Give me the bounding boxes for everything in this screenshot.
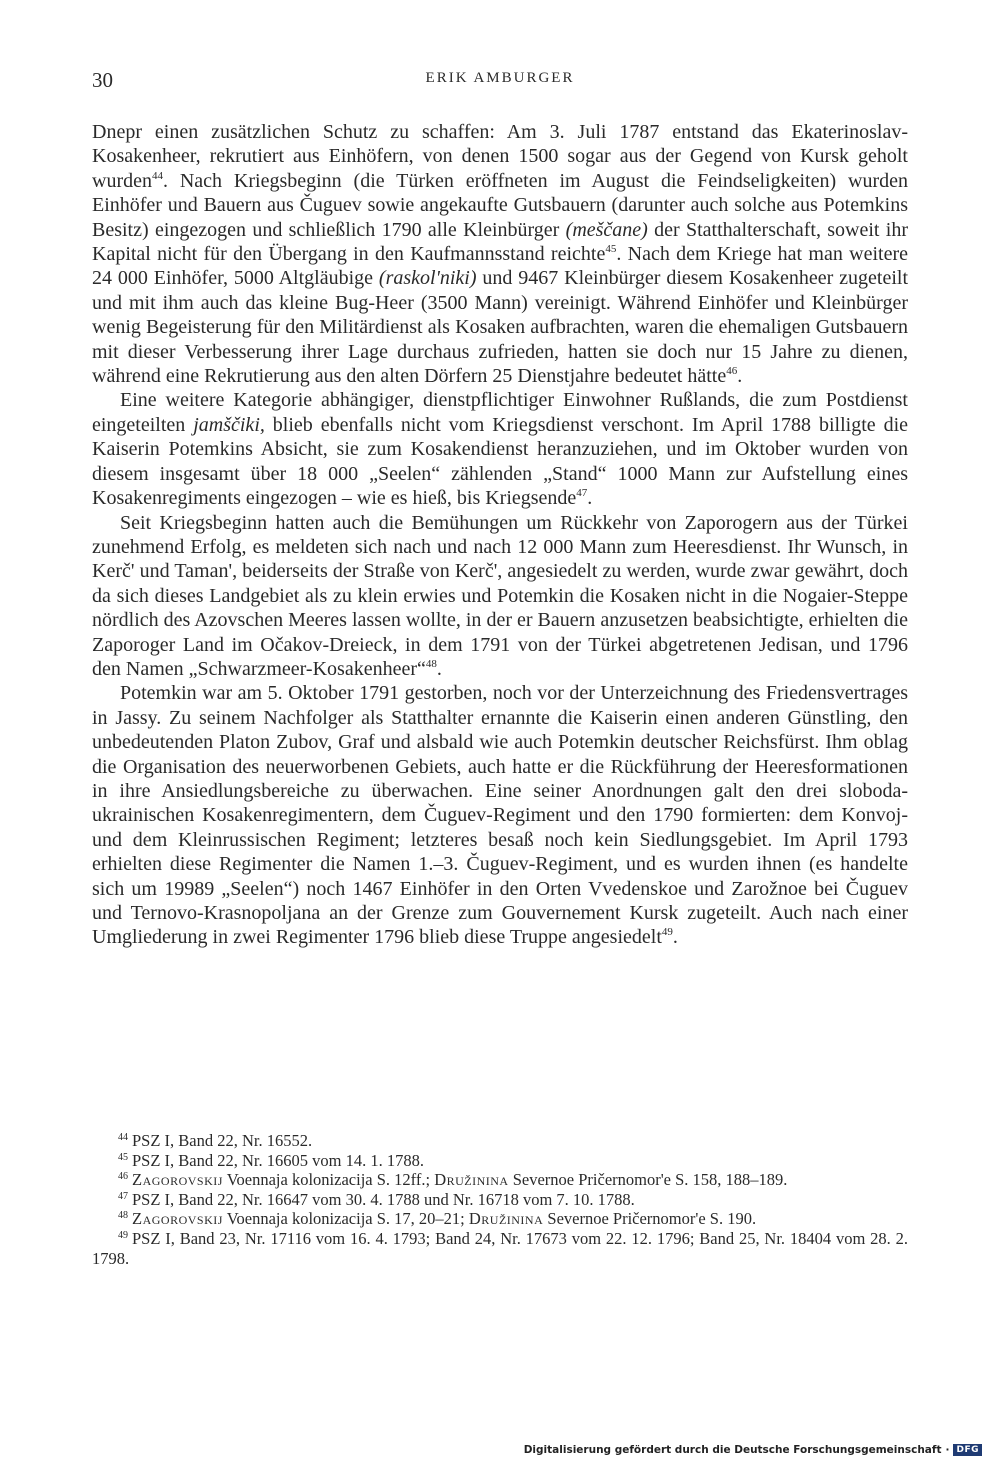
dfg-logo-icon: · — [945, 1444, 950, 1456]
paragraph-3: Seit Kriegsbeginn hatten auch die Bemühungen um Rückkehr von Zaporogern aus der Türkei zunehmend Erfolg, es meldeten sich nach und nach 12 000 Mann zum Heeresdienst. Ihr Wunsch, in Kerč' und Taman', beiderseits der Straße von Kerč', angesiedelt zu werden, wurde zwar gewährt, doch da sich dieses Landgebiet als zu klein erwies und Potemkin die Kosaken nicht in die Nogaier-Steppe nördlich des Azovschen Meeres lassen wollte, in der er Bauern anzusetzen beabsichtigte, erhielten die Zaporoger Land im Očakov-Dreieck, in dem 1791 von der Türkei abgetretenen Jedisan, und 1796 den Namen „Schwarzmeer-Kosakenheer“$^{48}$. — [92, 511, 908, 680]
credit-text: Digitalisierung gefördert durch die Deutsche Forschungsgemeinschaft — [523, 1444, 942, 1456]
footnote-ref-45: 45 — [605, 243, 617, 256]
digitization-credit — [524, 1444, 982, 1456]
footnote-45: $^{45}$ PSZ I, Band 22, Nr. 16605 vom 14. 1. 1788. — [118, 1150, 424, 1170]
main-text — [92, 120, 908, 950]
author-name: Zagorovskij — [132, 1209, 223, 1229]
footnote-46: $^{46}$ Zagorovskij Voennaja kolonizacija S. 12ff.; Družinina Severnoe Pričernomor'e S. 158, 188–189. — [118, 1170, 788, 1190]
footnote-44: $^{44}$ PSZ I, Band 22, Nr. 16552. — [118, 1131, 313, 1150]
running-head: ERIK AMBURGER — [425, 70, 575, 86]
author-name: Družinina — [468, 1209, 544, 1229]
paragraph-2: Eine weitere Kategorie abhängiger, dienstpflichtiger Einwohner Rußlands, die zum Postdienst eingeteilten jamščiki, blieb ebenfalls nicht vom Kriegsdienst verschont. Im April 1788 billigte die Kaiserin Potemkins Absicht, sie zum Kosakendienst heranzuziehen, und im Oktober wurden von diesem insgesamt über 18 000 „Seelen“ zählenden „Stand“ 1000 Mann zur Aufstellung eines Kosakenregiments eingezogen – wie es hieß, bis Kriegsende$^{47}$. — [92, 389, 908, 510]
author-name: Zagorovskij — [132, 1170, 223, 1190]
footnote-48: $^{48}$ Zagorovskij Voennaja kolonizacija S. 17, 20–21; Družinina Severnoe Pričernomor'e S. 190. — [118, 1209, 757, 1229]
footnotes — [92, 1131, 908, 1268]
footnote-ref-44: 44 — [151, 169, 163, 182]
footnote-ref-49: 49 — [661, 926, 673, 939]
footnote-ref-47: 47 — [576, 487, 588, 500]
dfg-logo: DFG — [953, 1444, 982, 1456]
paragraph-4: Potemkin war am 5. Oktober 1791 gestorben, noch vor der Unterzeichnung des Friedensvertrages in Jassy. Zu seinem Nachfolger als Statthalter ernannte die Kaiserin einen anderen Günstling, den unbedeutenden Platon Zubov, Graf und alsbald wie auch Potemkin deutscher Reichsfürst. Ihm oblag die Organisation des neuerworbenen Gebiets, auch hatte er die Rückführung der Heeresformationen in ihre Ansiedlungsbereiche zu überwachen. Eine seiner Anordnungen galt den drei sloboda-ukrainischen Kosakenregimentern, dem Čuguev-Regiment und den 1790 formierten: dem Konvoj- und dem Kleinrussischen Regiment; letzteres besaß noch kein Siedlungsgebiet. Im April 1793 erhielten diese Regimenter die Namen 1.–3. Čuguev-Regiment, und es wurden ihnen (es handelte sich um 19989 „Seelen“) noch 1467 Einhöfer in den Orten Vvedenskoe und Zarožnoe bei Čuguev und Ternovo-Krasnopoljana an der Grenze zum Gouvernement Kursk zugeteilt. Auch nach einer Umgliederung in zwei Regimenter 1796 blieb diese Truppe angesiedelt$^{49}$. — [92, 682, 908, 949]
footnote-ref-48: 48 — [425, 657, 437, 670]
footnote-47: $^{47}$ PSZ I, Band 22, Nr. 16647 vom 30. 4. 1788 und Nr. 16718 vom 7. 10. 1788. — [118, 1189, 635, 1209]
author-name: Družinina — [434, 1170, 509, 1190]
page-number: 30 — [92, 68, 113, 92]
footnote-49: $^{49}$ PSZ I, Band 23, Nr. 17116 vom 16. 4. 1793; Band 24, Nr. 17673 vom 22. 12. 1796; Band 25, Nr. 18404 vom 28. 2. 1798. — [92, 1228, 908, 1268]
paragraph-1: Dnepr einen zusätzlichen Schutz zu schaffen: Am 3. Juli 1787 entstand das Ekaterinoslav-Kosakenheer, rekrutiert aus Einhöfern, von denen 1500 sogar aus der Gegend von Kursk geholt wurden$^{44}$. Nach Kriegsbeginn (die Türken eröffneten im August die Feindseligkeiten) wurden Einhöfer und Bauern aus Čuguev sowie angekaufte Gutsbauern (darunter auch solche aus Potemkins Besitz) eingezogen und schließlich 1790 alle Kleinbürger (meščane) der Statthalterschaft, soweit ihr Kapital nicht für den Übergang in den Kaufmannsstand reichte$^{45}$. Nach dem Kriege hat man weitere 24 000 Einhöfer, 5000 Altgläubige (raskol'niki) und 9467 Kleinbürger diesem Kosakenheer zugeteilt und mit ihm auch das kleine Bug-Heer (3500 Mann) vereinigt. Während Einhöfer und Kleinbürger wenig Begeisterung für den Militärdienst als Kosaken aufbrachten, waren die ehemaligen Gutsbauern mit dieser Verbesserung ihrer Lage durchaus zufrieden, hatten sie doch nur 15 Jahre zu dienen, während eine Rekrutierung aus den alten Dörfern 25 Dienstjahre bedeutet hätte$^{46}$. — [92, 121, 908, 388]
footnote-ref-46: 46 — [726, 365, 738, 378]
